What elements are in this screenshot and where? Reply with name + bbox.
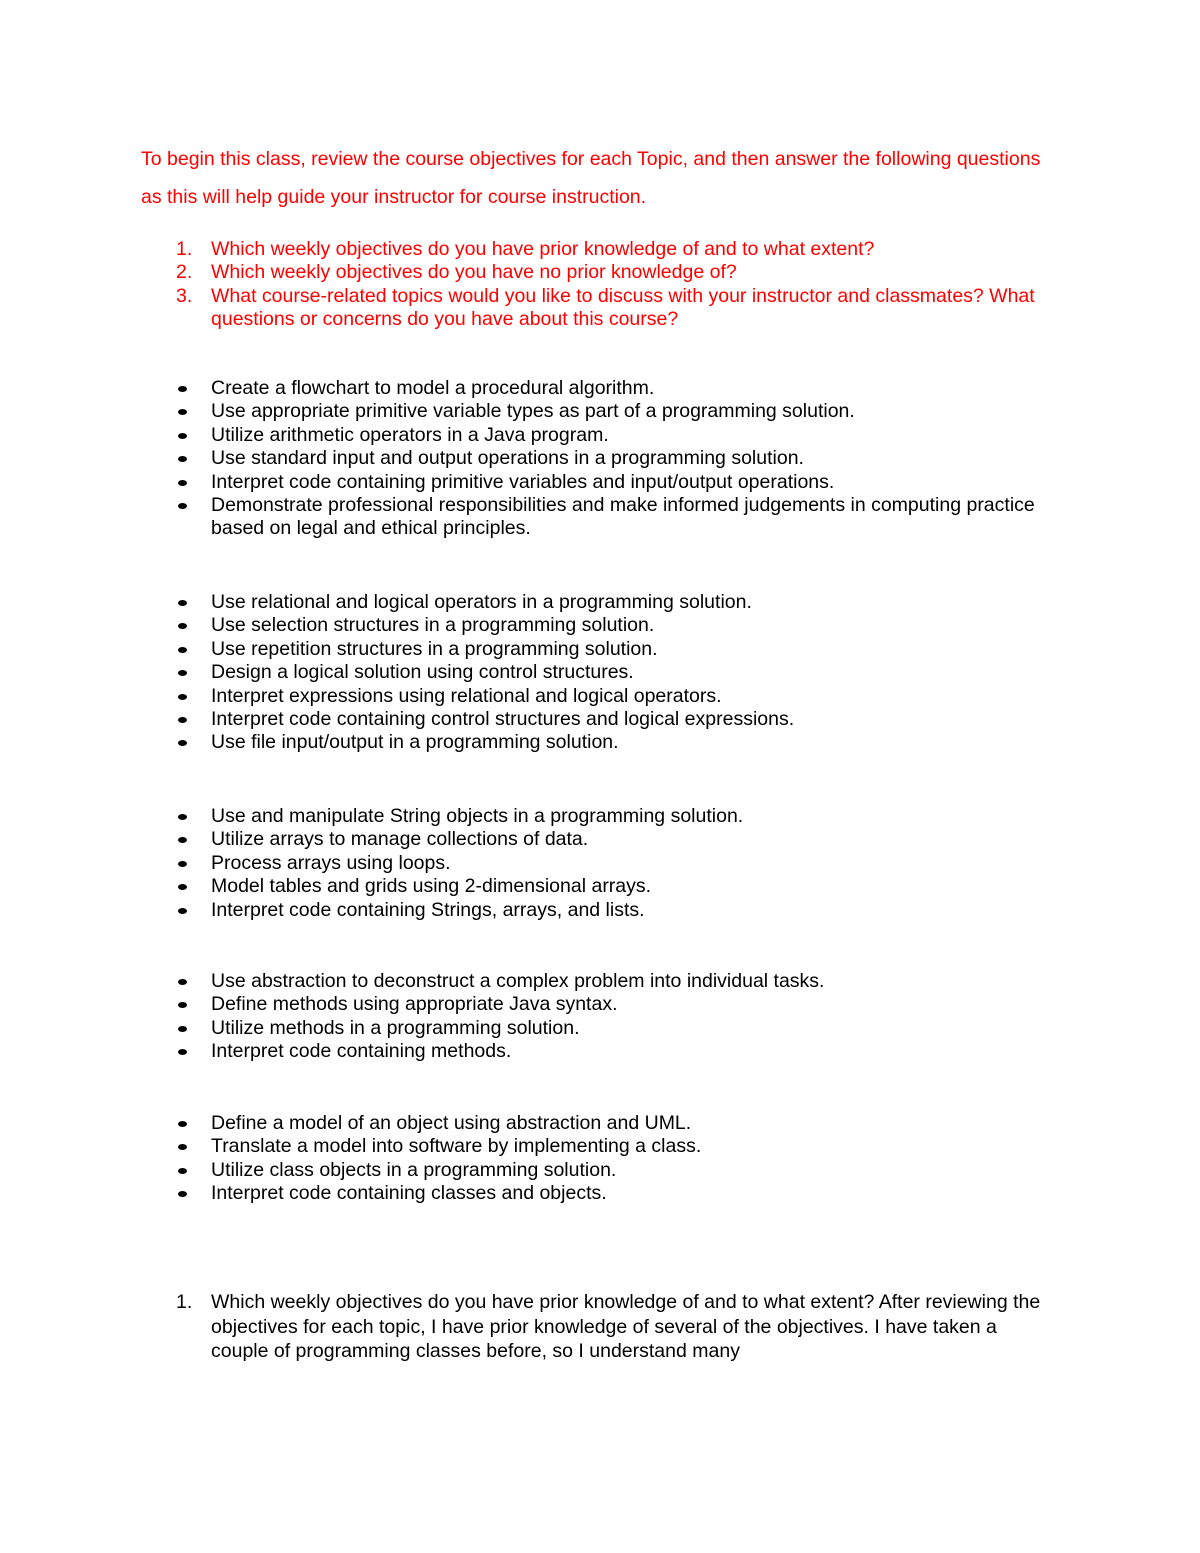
question-item: [0, 285, 1051, 332]
bullet-icon: [178, 623, 187, 629]
topic-objectives-list: [0, 377, 1051, 541]
objective-item: [0, 708, 1051, 731]
objective-item: [0, 1040, 1051, 1063]
objective-item: [0, 685, 1051, 708]
topic-objectives-list: [0, 591, 1051, 755]
bullet-icon: [178, 814, 187, 820]
bullet-icon: [178, 908, 187, 914]
objective-text: Translate a model into software by implementing a class.: [211, 1135, 702, 1158]
objective-item: [0, 661, 1051, 684]
bullet-icon: [178, 433, 187, 439]
objective-text: Interpret code containing classes and objects.: [211, 1182, 607, 1205]
question-text: Which weekly objectives do you have no prior knowledge of?: [211, 261, 737, 284]
objective-item: [0, 852, 1051, 875]
question-item: [0, 238, 1051, 261]
answer-text: Which weekly objectives do you have prior knowledge of and to what extent? After reviewing the objectives for each topic, I have prior knowledge of several of the objectives. I have taken a couple of programming classes before, so I understand many: [211, 1291, 1041, 1363]
bullet-icon: [178, 480, 187, 486]
objective-text: Interpret code containing control structures and logical expressions.: [211, 708, 795, 731]
objective-text: Interpret code containing methods.: [211, 1040, 512, 1063]
objective-text: Interpret expressions using relational and logical operators.: [211, 684, 722, 707]
bullet-icon: [178, 1144, 187, 1150]
objective-text: Interpret code containing Strings, arrays, and lists.: [211, 898, 645, 921]
objective-item: [0, 424, 1051, 447]
objective-item: [0, 828, 1051, 851]
question-number: 1.: [176, 238, 193, 260]
objective-item: [0, 638, 1051, 661]
objective-text: Utilize class objects in a programming solution.: [211, 1158, 617, 1181]
bullet-icon: [178, 1121, 187, 1127]
bullet-icon: [178, 884, 187, 890]
objective-item: [0, 1182, 1051, 1205]
bullet-icon: [178, 717, 187, 723]
question-number: 2.: [176, 261, 193, 284]
bullet-icon: [178, 861, 187, 867]
bullet-icon: [178, 647, 187, 653]
bullet-icon: [178, 386, 187, 392]
objective-item: [0, 875, 1051, 898]
bullet-icon: [178, 1168, 187, 1174]
bullet-icon: [178, 1026, 187, 1032]
question-list: [0, 238, 1051, 332]
objective-item: [0, 993, 1051, 1016]
objective-item: [0, 591, 1051, 614]
objective-item: [0, 494, 1051, 541]
objective-item: [0, 1135, 1051, 1158]
bullet-icon: [178, 979, 187, 985]
bullet-icon: [178, 740, 187, 746]
objective-text: Use repetition structures in a programming solution.: [211, 637, 658, 660]
objective-text: Model tables and grids using 2-dimensional arrays.: [211, 875, 652, 898]
objective-item: [0, 805, 1051, 828]
objective-item: [0, 377, 1051, 400]
objective-text: Use standard input and output operations in a programming solution.: [211, 447, 804, 470]
objective-text: Utilize arithmetic operators in a Java program.: [211, 423, 609, 446]
objective-text: Process arrays using loops.: [211, 851, 451, 874]
objective-text: Define methods using appropriate Java syntax.: [211, 993, 618, 1016]
answer-list: [0, 1290, 1051, 1364]
objective-text: Create a flowchart to model a procedural algorithm.: [211, 377, 655, 399]
objective-text: Utilize methods in a programming solution.: [211, 1016, 580, 1039]
objective-text: Use abstraction to deconstruct a complex problem into individual tasks.: [211, 970, 825, 992]
question-number: 3.: [176, 284, 193, 307]
objective-text: Define a model of an object using abstraction and UML.: [211, 1112, 692, 1134]
question-text: Which weekly objectives do you have prior knowledge of and to what extent?: [211, 238, 875, 260]
objective-text: Interpret code containing primitive variables and input/output operations.: [211, 470, 835, 493]
objective-item: [0, 899, 1051, 922]
answer-number: 1.: [176, 1291, 193, 1313]
objective-text: Use and manipulate String objects in a programming solution.: [211, 805, 744, 827]
objective-item: [0, 614, 1051, 637]
bullet-icon: [178, 694, 187, 700]
objective-item: [0, 471, 1051, 494]
topic-objectives-list: [0, 805, 1051, 922]
objective-item: [0, 447, 1051, 470]
objective-item: [0, 731, 1051, 754]
objective-text: Design a logical solution using control structures.: [211, 661, 634, 684]
question-text: What course-related topics would you like to discuss with your instructor and classmates? What questions or concerns do you have about this course?: [211, 284, 1035, 331]
objective-text: Use appropriate primitive variable types as part of a programming solution.: [211, 400, 855, 423]
objective-item: [0, 400, 1051, 423]
bullet-icon: [178, 503, 187, 509]
objective-item: [0, 1017, 1051, 1040]
objective-item: [0, 1112, 1051, 1135]
objective-text: Use relational and logical operators in a programming solution.: [211, 591, 752, 613]
objective-text: Utilize arrays to manage collections of data.: [211, 828, 589, 851]
objective-text: Use file input/output in a programming solution.: [211, 731, 619, 754]
topic-objectives-list: [0, 970, 1051, 1064]
intro-paragraph: To begin this class, review the course objectives for each Topic, and then answer the following questions as this will help guide your instructor for course instruction.: [141, 148, 1041, 208]
question-item: [0, 261, 1051, 284]
bullet-icon: [178, 837, 187, 843]
objective-item: [0, 970, 1051, 993]
topic-objectives-list: [0, 1112, 1051, 1206]
objective-text: Demonstrate professional responsibilities and make informed judgements in computing practice based on legal and ethical principles.: [211, 494, 1035, 540]
objective-text: Use selection structures in a programming solution.: [211, 614, 655, 637]
bullet-icon: [178, 409, 187, 415]
bullet-icon: [178, 1049, 187, 1055]
bullet-icon: [178, 1002, 187, 1008]
bullet-icon: [178, 670, 187, 676]
answer-item: [0, 1290, 1051, 1364]
bullet-icon: [178, 600, 187, 606]
bullet-icon: [178, 1191, 187, 1197]
bullet-icon: [178, 456, 187, 462]
objective-item: [0, 1159, 1051, 1182]
